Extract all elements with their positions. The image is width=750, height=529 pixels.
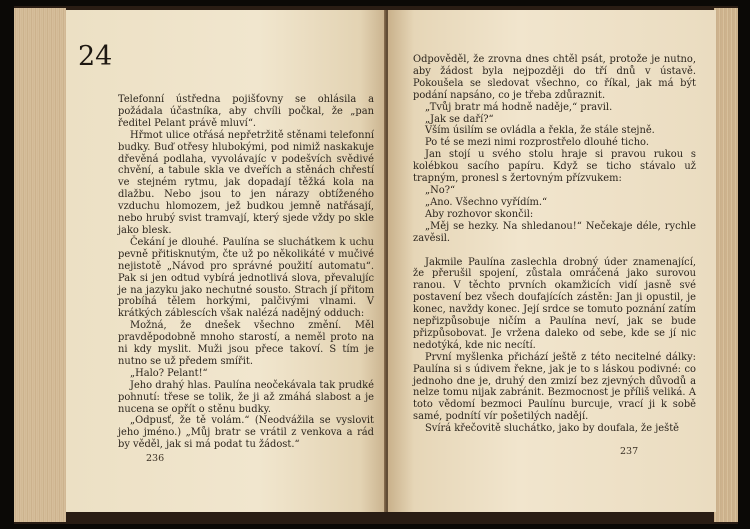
paragraph: Po té se mezi nimi rozprostřelo dlouhé ticho. <box>425 137 649 149</box>
paragraph: Aby rozhovor skončil: <box>425 208 534 220</box>
paragraph: „Měj se hezky. Na shledanou!“ Nečekaje déle, rychle zavěsil. <box>413 220 696 244</box>
paragraph: Vším úsilím se ovládla a řekla, že stále stejně. <box>425 125 655 137</box>
left-page <box>66 10 386 512</box>
paragraph: „Halo? Pelant!“ <box>130 367 208 379</box>
paragraph: „Odpusť, že tě volám.“ (Neodvážila se vyslovit jeho jméno.) „Můj bratr se vrátil z venkova a rád by věděl, jak si má podat tu žádost.“ <box>118 415 374 451</box>
chapter-number: 24 <box>78 41 113 72</box>
paragraph: Jeho drahý hlas. Paulína neočekávala tak prudké pohnutí: třese se tolik, že ji až zmáhá slabost a je nucena se opřít o stěnu budky. <box>118 379 374 415</box>
paragraph: „No?“ <box>425 184 456 196</box>
paragraph: Telefonní ústředna pojišťovny se ohlásila a požádala účastníka, aby chvíli počkal, že „pan ředitel Pelant právě mluví“. <box>118 94 374 129</box>
paragraph: Možná, že dnešek všechno změní. Měl pravděpodobně mnoho starostí, a neměl proto na ni kdy myslit. Muži jsou přece takoví. S tím je nutno se už předem smířit. <box>118 320 374 367</box>
paragraph: Odpověděl, že zrovna dnes chtěl psát, protože je nutno, aby žádost byla nejpozději do tří dnů v ústavě. Pokoušela se sledovat všechno, co říkal, jak má být podání napsáno, co je třeba zdůraznit. <box>413 54 696 101</box>
paragraph: „Jak se daří?“ <box>425 113 494 125</box>
paragraph: Jan stojí u svého stolu hraje si pravou rukou s kolébkou sacího papíru. Když se ticho stávalo už trapným, pronesl s žertovným přízvukem: <box>413 149 696 185</box>
left-page-text <box>118 94 374 451</box>
paragraph: Svírá křečovitě sluchátko, jako by doufala, že ještě <box>425 423 680 435</box>
right-page-number: 237 <box>620 446 639 457</box>
right-page-text <box>413 54 696 435</box>
paragraph: „Ano. Všechno vyřídím.“ <box>425 196 548 208</box>
right-page <box>388 10 716 512</box>
page-edges-right <box>714 8 738 522</box>
paragraph: První myšlenka přichází ještě z této necitelné dálky: Paulína si s údivem řekne, jak je to s láskou podivné: co jednoho dne je, druhý den zmizí bez zjevných důvodů a nelze tomu nijak zabránit. Bezmocnost je příliš veliká. A toto vědomí bezmoci Paulínu burcuje, vrací ji k sobě samé, podnítí vír pošetilých nadějí. <box>413 351 696 423</box>
paragraph: Čekání je dlouhé. Paulína se sluchátkem k uchu pevně přitisknutým, čte už po několikáté v mučivé nejistotě „Návod pro správné použití automatu“. Pak si jen odtud vybírá jednotlivá slova, převalujíc je na jazyku jako nechutné sousto. Strach jí přitom probíhá tělem horkými, palčivými vlnami. V krátkých záblescích však nalézá nadějný odduch: <box>118 236 374 320</box>
page-edges-left <box>14 8 66 522</box>
left-page-number: 236 <box>146 453 165 464</box>
paragraph: „Tvůj bratr má hodně naděje,“ pravil. <box>425 101 613 113</box>
paragraph: Hřmot ulice otřásá nepřetržitě stěnami telefonní budky. Buď otřesy hlubokými, pod nimiž naskakuje dřevěná podlaha, vyvolávajíc v podešvích svědivé chvění, a tabule skla ve dveřích a stěnách chřestí ve stejném rytmu, jak dopadají těžká kola na dlažbu. Nebo jsou to jen nárazy obtíženého vzduchu hlomozem, jež budkou jemně natřásají, nebo hrubý svist tramvají, který sjede vždy po skle jako blesk. <box>118 129 374 236</box>
paragraph: Jakmile Paulína zaslechla drobný úder znamenající, že přerušil spojení, zůstala omráčená jako surovou ranou. V těchto prvních okamžicích vidí jasně své postavení bez všech doufajících zástěn: Jan ji opustil, je konec, navždy konec. Její srdce se tomuto poznání zatím nepřizpůsobuje ničím a Paulína neví, jak se bude přizpůsobovat. Je vržena daleko od sebe, kde se jí nic nedotýká, kde nic necítí. <box>413 256 696 351</box>
